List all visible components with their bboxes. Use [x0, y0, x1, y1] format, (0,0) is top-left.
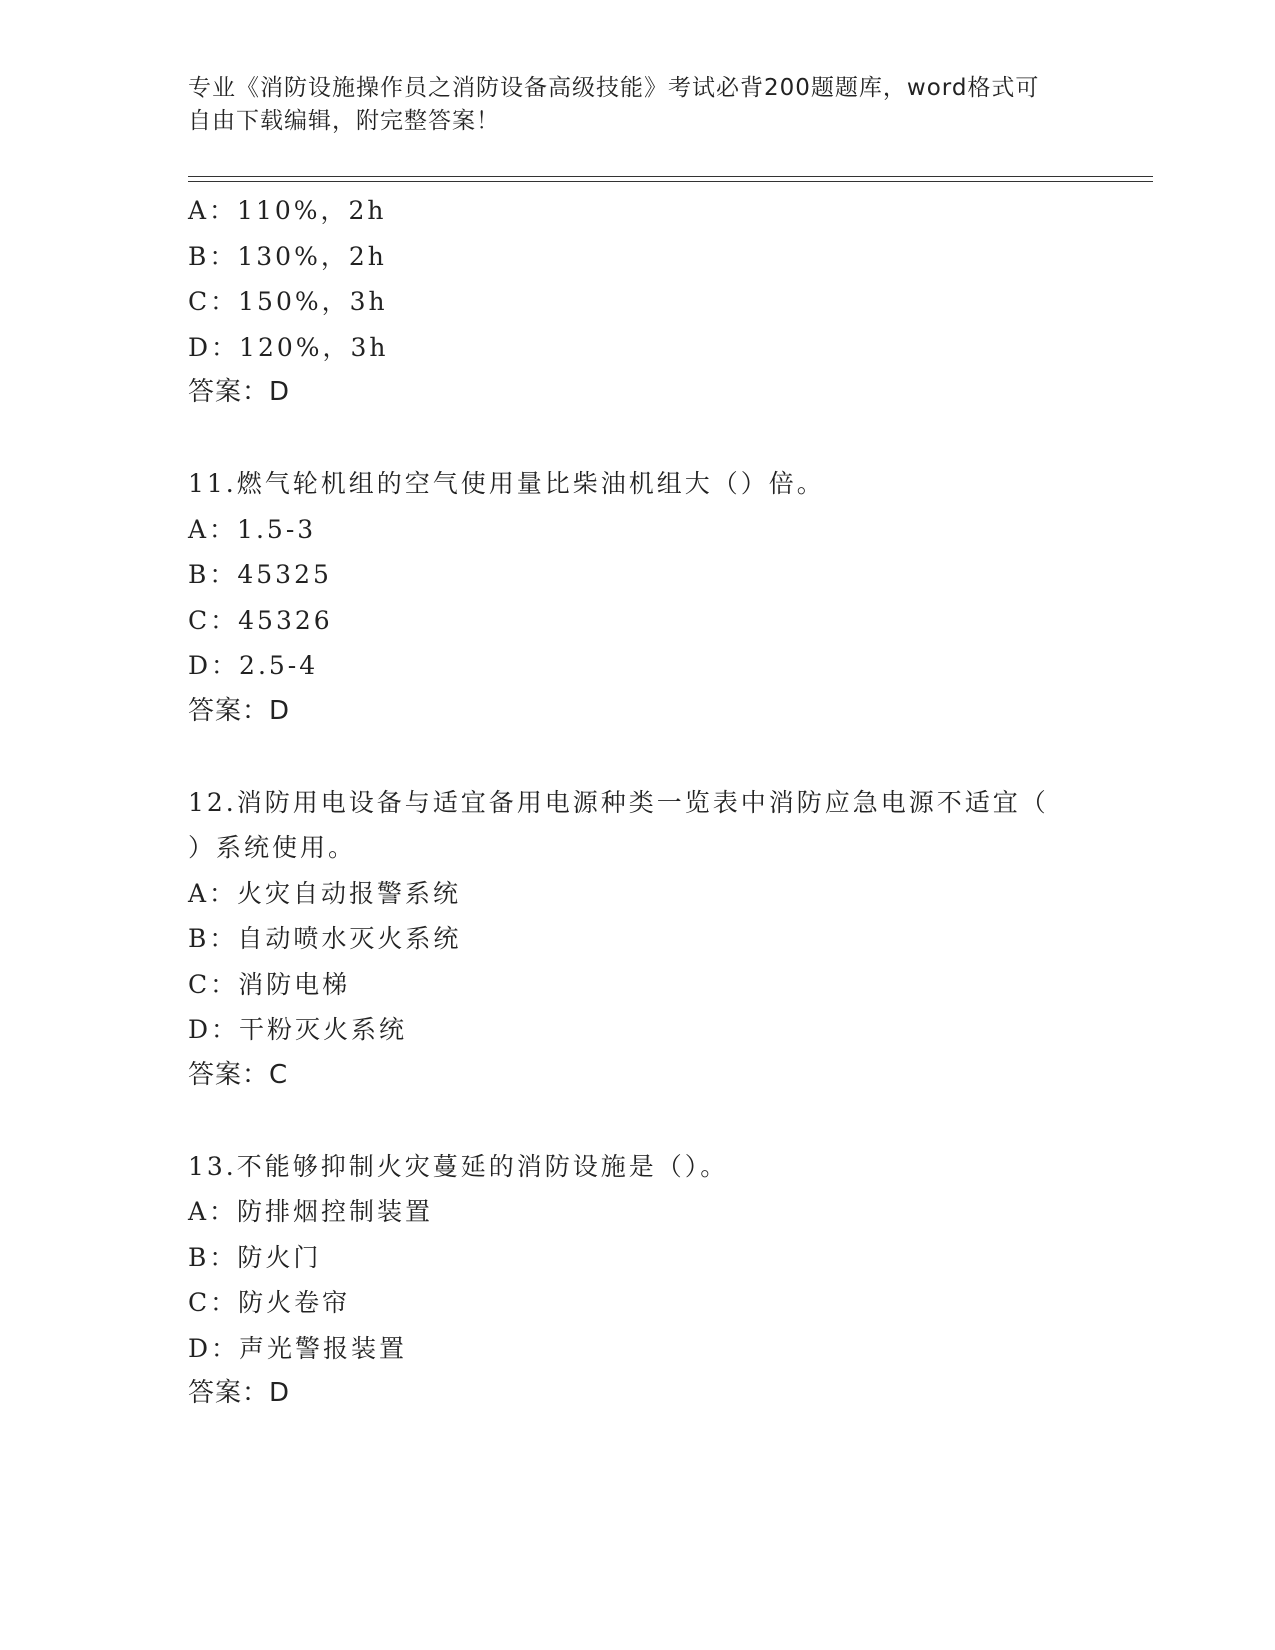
option-c: C：防火卷帘 [188, 1288, 351, 1317]
option-b: B：自动喷水灭火系统 [188, 924, 462, 953]
question-block-10 [188, 188, 1088, 416]
option-a: A：防排烟控制装置 [188, 1197, 434, 1226]
question-text: 11.燃气轮机组的空气使用量比柴油机组大（）倍。 [188, 469, 825, 498]
answer-line: 答案：C [188, 1059, 289, 1090]
option-a: A：1.5-3 [188, 514, 317, 544]
answer-line: 答案：D [188, 377, 291, 407]
document-header [188, 72, 1088, 138]
question-list [188, 188, 1088, 1417]
option-c: C：消防电梯 [188, 969, 351, 999]
question-text-line-2: ）系统使用。 [188, 833, 357, 862]
option-c: C：150%，3h [188, 287, 388, 316]
question-block-11 [188, 461, 1088, 734]
option-d: D：120%，3h [188, 332, 389, 362]
option-b: B：防火门 [188, 1242, 322, 1272]
option-a: A：110%，2h [188, 196, 387, 225]
question-text-line-1: 12.消防用电设备与适宜备用电源种类一览表中消防应急电源不适宜（ [188, 787, 1049, 817]
header-line-2: 自由下载编辑，附完整答案！ [188, 108, 500, 134]
option-b: B：130%，2h [188, 241, 387, 271]
header-divider-top [188, 176, 1153, 177]
answer-line: 答案：D [188, 1378, 291, 1408]
question-block-13 [188, 1144, 1088, 1417]
header-line-1: 专业《消防设施操作员之消防设备高级技能》考试必背200题题库，word格式可 [188, 75, 1040, 101]
option-d: D：声光警报装置 [188, 1333, 408, 1363]
option-d: D：干粉灭火系统 [188, 1015, 408, 1044]
header-divider-bottom [188, 181, 1153, 182]
option-a: A：火灾自动报警系统 [188, 878, 462, 908]
question-block-12 [188, 780, 1088, 1099]
option-d: D：2.5-4 [188, 651, 319, 680]
answer-line: 答案：D [188, 695, 291, 726]
option-b: B：45325 [188, 560, 332, 589]
option-c: C：45326 [188, 605, 333, 635]
question-text: 13.不能够抑制火灾蔓延的消防设施是（）。 [188, 1151, 729, 1181]
